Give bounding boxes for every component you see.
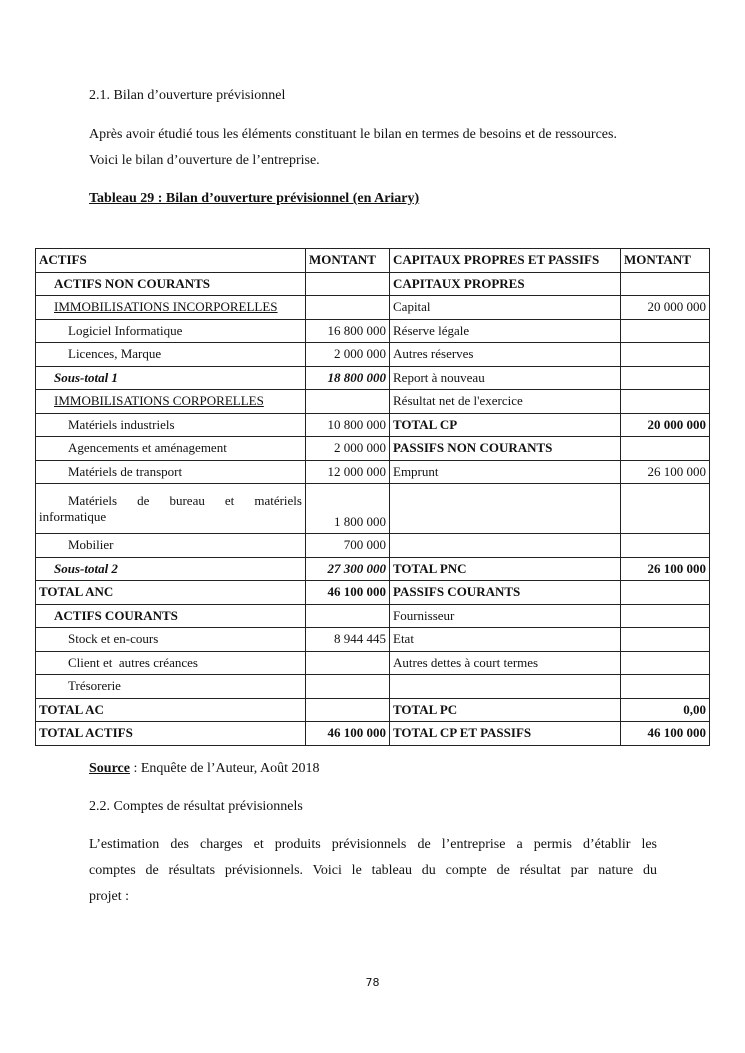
- paragraph-line: L’estimation des charges et produits prévisionnels de l’entreprise a permis d’établir les: [89, 837, 657, 852]
- source-text: : Enquête de l’Auteur, Août 2018: [129, 761, 320, 776]
- paragraph-line: comptes de résultats prévisionnels. Voici le tableau du compte de résultat par nature du: [89, 863, 657, 878]
- table-cell: Autres dettes à court termes: [390, 651, 621, 675]
- table-cell: [306, 675, 390, 699]
- table-cell: [621, 675, 710, 699]
- table-cell: 46 100 000: [621, 722, 710, 746]
- cell-word: informatique: [39, 508, 107, 524]
- table-cell: 0,00: [621, 698, 710, 722]
- table-cell: [621, 272, 710, 296]
- header-cell: ACTIFS: [36, 249, 306, 273]
- table-cell: [621, 390, 710, 414]
- table-cell: Sous-total 1: [36, 366, 306, 390]
- table-cell: [306, 698, 390, 722]
- page-number: 78: [365, 976, 380, 989]
- table-cell: Fournisseur: [390, 604, 621, 628]
- table-cell: Trésorerie: [36, 675, 306, 699]
- table-row: [36, 413, 710, 437]
- table-row: [36, 675, 710, 699]
- table-cell: [621, 604, 710, 628]
- table-row: [36, 628, 710, 652]
- table-cell: 12 000 000: [306, 460, 390, 484]
- table-cell: ACTIFS COURANTS: [36, 604, 306, 628]
- table-cell: Capital: [390, 296, 621, 320]
- table-cell: Matériels industriels: [36, 413, 306, 437]
- table-cell: 46 100 000: [306, 722, 390, 746]
- table-cell: Autres réserves: [390, 343, 621, 367]
- table-cell: TOTAL PNC: [390, 557, 621, 581]
- table-cell: Stock et en-cours: [36, 628, 306, 652]
- cell-word: matériels: [254, 492, 302, 508]
- table-cell: [306, 604, 390, 628]
- table-cell: [621, 534, 710, 558]
- table-cell: [621, 484, 710, 534]
- intro-text-line: Après avoir étudié tous les éléments constituant le bilan en termes de besoins et de ressources.: [89, 127, 617, 142]
- table-cell: Mobilier: [36, 534, 306, 558]
- cell-word: bureau: [169, 492, 205, 508]
- balance-sheet-table: [35, 248, 710, 746]
- table-cell: Emprunt: [390, 460, 621, 484]
- source-label: Source: [89, 761, 130, 776]
- table-cell: 1 800 000: [306, 484, 390, 534]
- table-cell: 26 100 000: [621, 460, 710, 484]
- table-row: [36, 296, 710, 320]
- cell-word: Matériels: [68, 492, 118, 508]
- cell-word: et: [224, 492, 235, 508]
- table-cell: IMMOBILISATIONS INCORPORELLES: [36, 296, 306, 320]
- table-cell: Matériels de transport: [36, 460, 306, 484]
- table-cell: 18 800 000: [306, 366, 390, 390]
- table-row: [36, 581, 710, 605]
- source-note: [89, 761, 320, 777]
- table-cell: Réserve légale: [390, 319, 621, 343]
- table-cell: Sous-total 2: [36, 557, 306, 581]
- table-cell: [306, 651, 390, 675]
- table-cell: [306, 272, 390, 296]
- table-cell: [306, 296, 390, 320]
- table-cell: [390, 484, 621, 534]
- table-cell: Report à nouveau: [390, 366, 621, 390]
- table-cell: Logiciel Informatique: [36, 319, 306, 343]
- table-row: [36, 534, 710, 558]
- section-title: 2.2. Comptes de résultat prévisionnels: [89, 799, 303, 814]
- table-cell: Licences, Marque: [36, 343, 306, 367]
- table-cell: Etat: [390, 628, 621, 652]
- table-cell: [390, 534, 621, 558]
- table-cell: PASSIFS NON COURANTS: [390, 437, 621, 461]
- table-cell: TOTAL PC: [390, 698, 621, 722]
- table-cell: [36, 484, 306, 534]
- table-cell: 10 800 000: [306, 413, 390, 437]
- table-header-row: [36, 249, 710, 273]
- header-cell: CAPITAUX PROPRES ET PASSIFS: [390, 249, 621, 273]
- table-cell: [621, 366, 710, 390]
- table-cell: [390, 675, 621, 699]
- table-row: [36, 651, 710, 675]
- table-row: [36, 366, 710, 390]
- table-row: [36, 272, 710, 296]
- table-caption: Tableau 29 : Bilan d’ouverture prévisionnel (en Ariary): [89, 191, 420, 206]
- header-cell: MONTANT: [306, 249, 390, 273]
- table-cell: 20 000 000: [621, 296, 710, 320]
- table-cell: [621, 628, 710, 652]
- table-cell: TOTAL CP ET PASSIFS: [390, 722, 621, 746]
- table-cell: [621, 581, 710, 605]
- table-cell: 46 100 000: [306, 581, 390, 605]
- table-row: [36, 460, 710, 484]
- table-row: [36, 722, 710, 746]
- table-row: [36, 698, 710, 722]
- table-cell: [306, 390, 390, 414]
- table-row: [36, 390, 710, 414]
- table-cell: TOTAL ACTIFS: [36, 722, 306, 746]
- table-cell: TOTAL CP: [390, 413, 621, 437]
- paragraph-line: projet :: [89, 889, 130, 904]
- table-row: [36, 484, 710, 534]
- table-cell: Client et autres créances: [36, 651, 306, 675]
- table-cell: [621, 437, 710, 461]
- table-row: [36, 604, 710, 628]
- table-cell: 26 100 000: [621, 557, 710, 581]
- table-cell: Résultat net de l'exercice: [390, 390, 621, 414]
- table-cell: 2 000 000: [306, 437, 390, 461]
- table-cell: CAPITAUX PROPRES: [390, 272, 621, 296]
- table-cell: TOTAL AC: [36, 698, 306, 722]
- cell-word: de: [137, 492, 150, 508]
- table-cell: 16 800 000: [306, 319, 390, 343]
- table-cell: 2 000 000: [306, 343, 390, 367]
- header-cell: MONTANT: [621, 249, 710, 273]
- intro-text-line: Voici le bilan d’ouverture de l’entreprise.: [89, 153, 320, 168]
- table-row: [36, 557, 710, 581]
- table-cell: [621, 343, 710, 367]
- table-cell: 27 300 000: [306, 557, 390, 581]
- table-row: [36, 343, 710, 367]
- table-cell: Agencements et aménagement: [36, 437, 306, 461]
- table-row: [36, 319, 710, 343]
- table-cell: TOTAL ANC: [36, 581, 306, 605]
- table-cell: 20 000 000: [621, 413, 710, 437]
- table-row: [36, 437, 710, 461]
- section-title: 2.1. Bilan d’ouverture prévisionnel: [89, 88, 286, 103]
- table-cell: 700 000: [306, 534, 390, 558]
- table-cell: 8 944 445: [306, 628, 390, 652]
- table-cell: IMMOBILISATIONS CORPORELLES: [36, 390, 306, 414]
- table-cell: [621, 319, 710, 343]
- table-cell: ACTIFS NON COURANTS: [36, 272, 306, 296]
- table-cell: [621, 651, 710, 675]
- table-cell: PASSIFS COURANTS: [390, 581, 621, 605]
